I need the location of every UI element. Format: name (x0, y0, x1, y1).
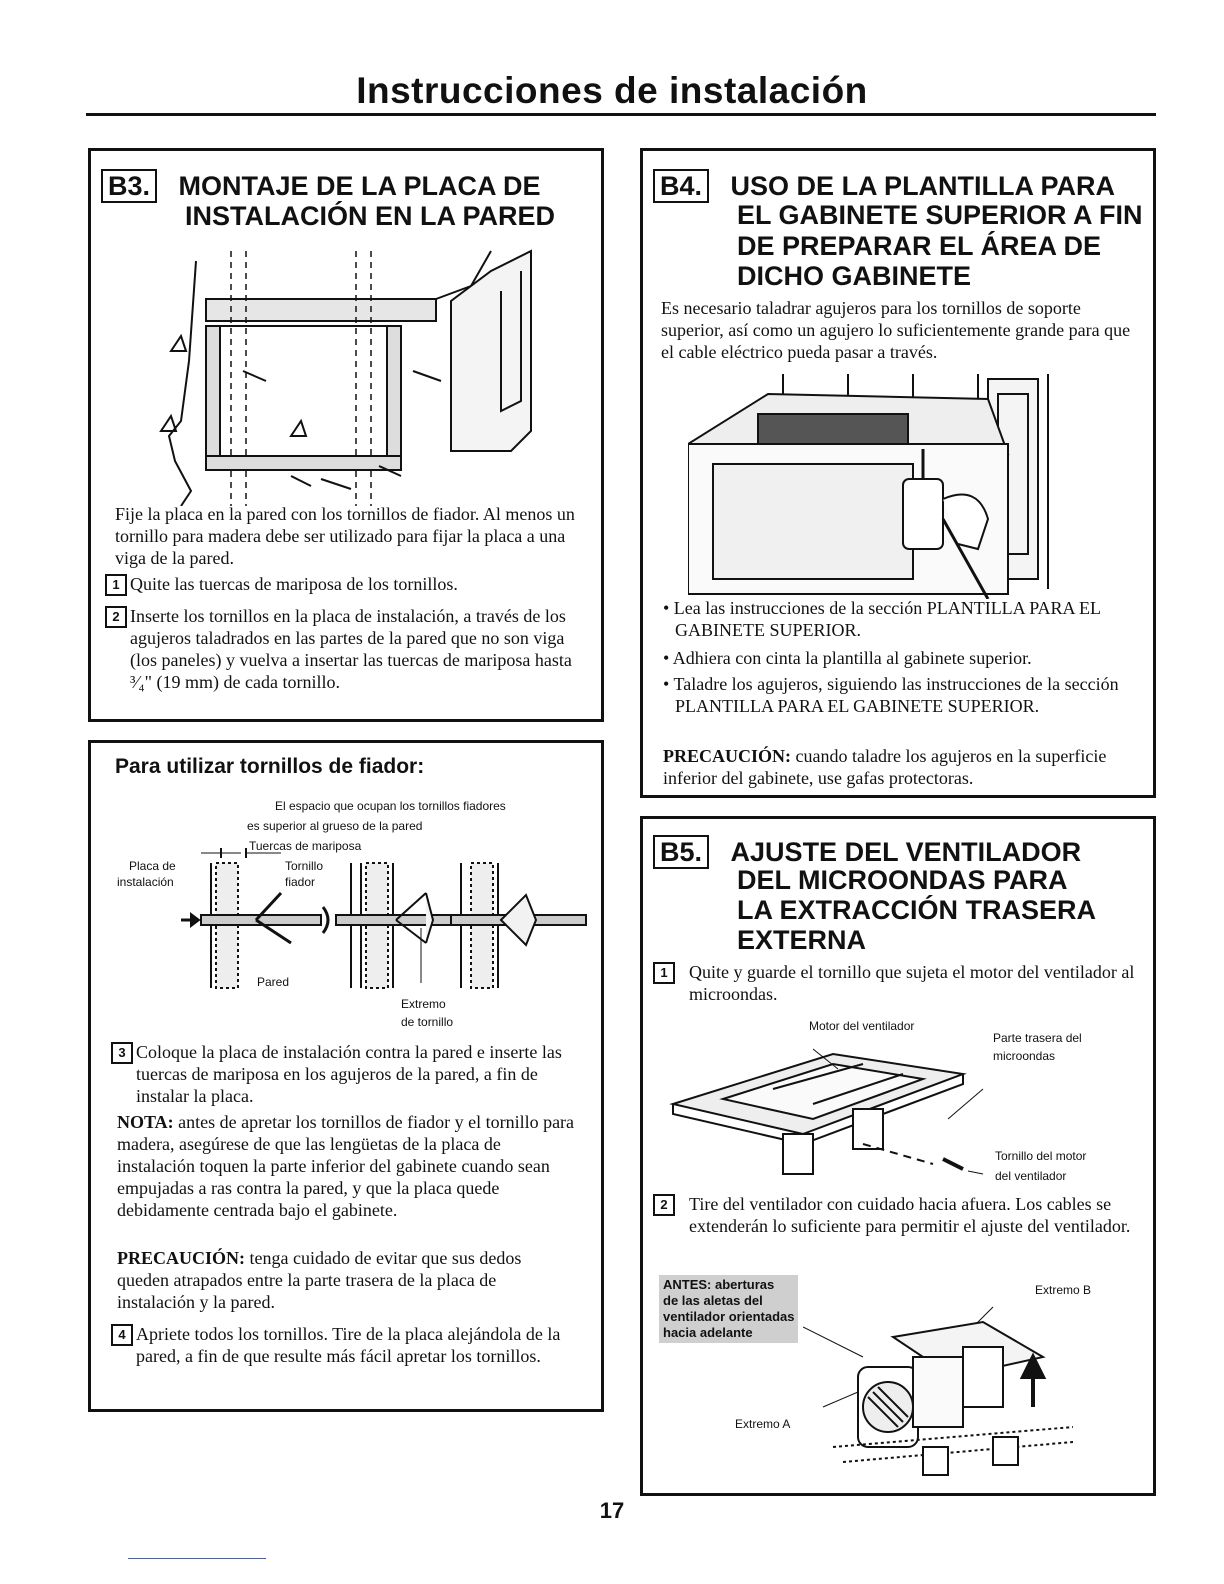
label-end-2: de tornillo (401, 1015, 454, 1029)
b4-title-line1: USO DE LA PLANTILLA PARA (730, 171, 1116, 201)
b4-illustration (688, 369, 1128, 599)
b4-caution-text: cuando taladre los agujeros en la superficie inferior del gabinete, use gafas protectoras. (663, 746, 1107, 788)
b5-title (653, 835, 1081, 869)
b5-before-3: ventilador orientadas (663, 1309, 795, 1324)
toggle-note-label: NOTA: (117, 1112, 174, 1132)
toggle-caution-label: PRECAUCIÓN: (117, 1248, 245, 1268)
b4-title-line2: EL GABINETE SUPERIOR A FIN (737, 200, 1143, 230)
b3-title-line2: INSTALACIÓN EN LA PARED (185, 201, 555, 231)
b5-before-1: ANTES: aberturas (663, 1277, 775, 1292)
label-bolt-1: Tornillo (285, 859, 324, 873)
label-end-b: Extremo B (1035, 1283, 1092, 1297)
b3-step-1 (105, 573, 585, 595)
b4-intro: Es necesario taladrar agujeros para los tornillos de soporte superior, así como un agujero lo suficientemente grande para que el cable eléctrico pueda pasar a través. (661, 298, 1131, 362)
b4-title-line3: DE PREPARAR EL ÁREA DE (737, 231, 1102, 261)
b5-before-note (659, 1275, 798, 1343)
b5-title-line2: DEL MICROONDAS PARA (737, 865, 1068, 895)
label-wall: Pared (257, 975, 290, 989)
b5-title-line4: EXTERNA (737, 925, 867, 955)
section-b3 (88, 148, 604, 722)
toggle-step-3-text: Coloque la placa de instalación contra la pared e inserte las tuercas de mariposa en los agujeros de la pared, a fin de instalar la placa. (136, 1042, 562, 1106)
label-nuts: Tuercas de mariposa (249, 839, 362, 853)
b5-step-2 (653, 1193, 1138, 1237)
b3-step-2-number: 2 (105, 606, 127, 628)
b5-step-2-text: Tire del ventilador con cuidado hacia afuera. Los cables se extenderán lo suficiente para permitir el ajuste del ventilador. (689, 1194, 1131, 1236)
b3-step-1-text: Quite las tuercas de mariposa de los tornillos. (130, 574, 458, 594)
b4-caution-label: PRECAUCIÓN: (663, 746, 791, 766)
section-toggle-bolts (88, 740, 604, 1412)
b3-title-line1: MONTAJE DE LA PLACA DE (178, 171, 541, 201)
toggle-note-text: antes de apretar los tornillos de fiador y el tornillo para madera, asegúrese de que las lengüetas de la placa de instalación toquen la parte inferior del gabinete cuando sean empujadas a ras contra la pared, y que la placa quede debidamente centrada bajo el gabinete. (117, 1112, 575, 1220)
b5-title-line1: AJUSTE DEL VENTILADOR (730, 837, 1082, 867)
label-rear-2: microondas (993, 1049, 1056, 1063)
page-number: 17 (599, 1498, 625, 1523)
section-b4 (640, 148, 1156, 798)
b5-before-2: de las aletas del (663, 1293, 763, 1308)
toggle-title: Para utilizar tornillos de fiador: (115, 755, 425, 778)
b5-step-1 (653, 961, 1138, 1005)
label-end-a: Extremo A (735, 1417, 791, 1431)
toggle-step-3 (111, 1041, 581, 1107)
page-title: Instrucciones de instalación (356, 70, 868, 111)
toggle-caution-text: tenga cuidado de evitar que sus dedos queden atrapados entre la parte trasera de la placa de instalación y la pared. (117, 1248, 522, 1312)
b5-before-4: hacia adelante (663, 1325, 753, 1340)
b5-title-line3: LA EXTRACCIÓN TRASERA (737, 895, 1097, 925)
label-bolt-2: fiador (285, 875, 316, 889)
label-screw-1: Tornillo del motor (995, 1149, 1087, 1163)
toggle-step-3-number: 3 (111, 1042, 133, 1064)
label-screw-2: del ventilador (995, 1169, 1067, 1183)
b3-step-2-text: Inserte los tornillos en la placa de instalación, a través de los agujeros taladrados en las partes de la pared que no son viga (los paneles) y vuelva a insertar las tuercas de mariposa hasta ³⁄₄" (19 mm) de cada tornillo. (130, 606, 572, 692)
b5-step-1-number: 1 (653, 962, 675, 984)
b4-bullet-2: • Adhiera con cinta la plantilla al gabinete superior. (663, 648, 1032, 668)
label-plate-1: Placa de (129, 859, 176, 873)
toggle-caution (117, 1247, 577, 1313)
toggle-step-4-text: Apriete todos los tornillos. Tire de la placa alejándola de la pared, a fin de que resulte más fácil apretar los tornillos. (136, 1324, 561, 1366)
b5-number: B5. (653, 835, 709, 869)
b4-caution (663, 745, 1143, 789)
label-motor: Motor del ventilador (809, 1019, 915, 1033)
label-space-2: es superior al grueso de la pared (247, 819, 423, 833)
label-plate-2: instalación (117, 875, 174, 889)
label-end-1: Extremo (401, 997, 446, 1011)
label-space-1: El espacio que ocupan los tornillos fiadores (275, 799, 506, 813)
title-divider (86, 113, 1156, 116)
toggle-step-4 (111, 1323, 581, 1367)
toggle-step-4-number: 4 (111, 1324, 133, 1346)
b4-number: B4. (653, 169, 709, 203)
b3-step-2 (105, 605, 585, 693)
b3-illustration (151, 231, 571, 506)
b5-illustration-fan (803, 1297, 1103, 1477)
toggle-bolt-illustration (171, 803, 591, 993)
b3-number: B3. (101, 169, 157, 203)
b3-intro: Fije la placa en la pared con los tornillos de fiador. Al menos un tornillo para madera debe ser utilizado para fijar la placa a una viga de la pared. (115, 504, 575, 568)
footer-rule (128, 1558, 266, 1559)
b3-step-1-number: 1 (105, 574, 127, 596)
b4-bullet-1: • Lea las instrucciones de la sección PLANTILLA PARA EL GABINETE SUPERIOR. (663, 598, 1101, 640)
toggle-note (117, 1111, 577, 1221)
b5-step-1-text: Quite y guarde el tornillo que sujeta el motor del ventilador al microondas. (689, 962, 1135, 1004)
b3-title (101, 169, 541, 203)
b5-illustration-motor (663, 1034, 1043, 1184)
b5-step-2-number: 2 (653, 1194, 675, 1216)
b4-title-line4: DICHO GABINETE (737, 261, 972, 291)
b4-bullet-3: • Taladre los agujeros, siguiendo las instrucciones de la sección PLANTILLA PARA EL GABINETE SUPERIOR. (663, 674, 1119, 716)
label-rear-1: Parte trasera del (993, 1031, 1082, 1045)
b4-title (653, 169, 1115, 203)
section-b5 (640, 816, 1156, 1496)
